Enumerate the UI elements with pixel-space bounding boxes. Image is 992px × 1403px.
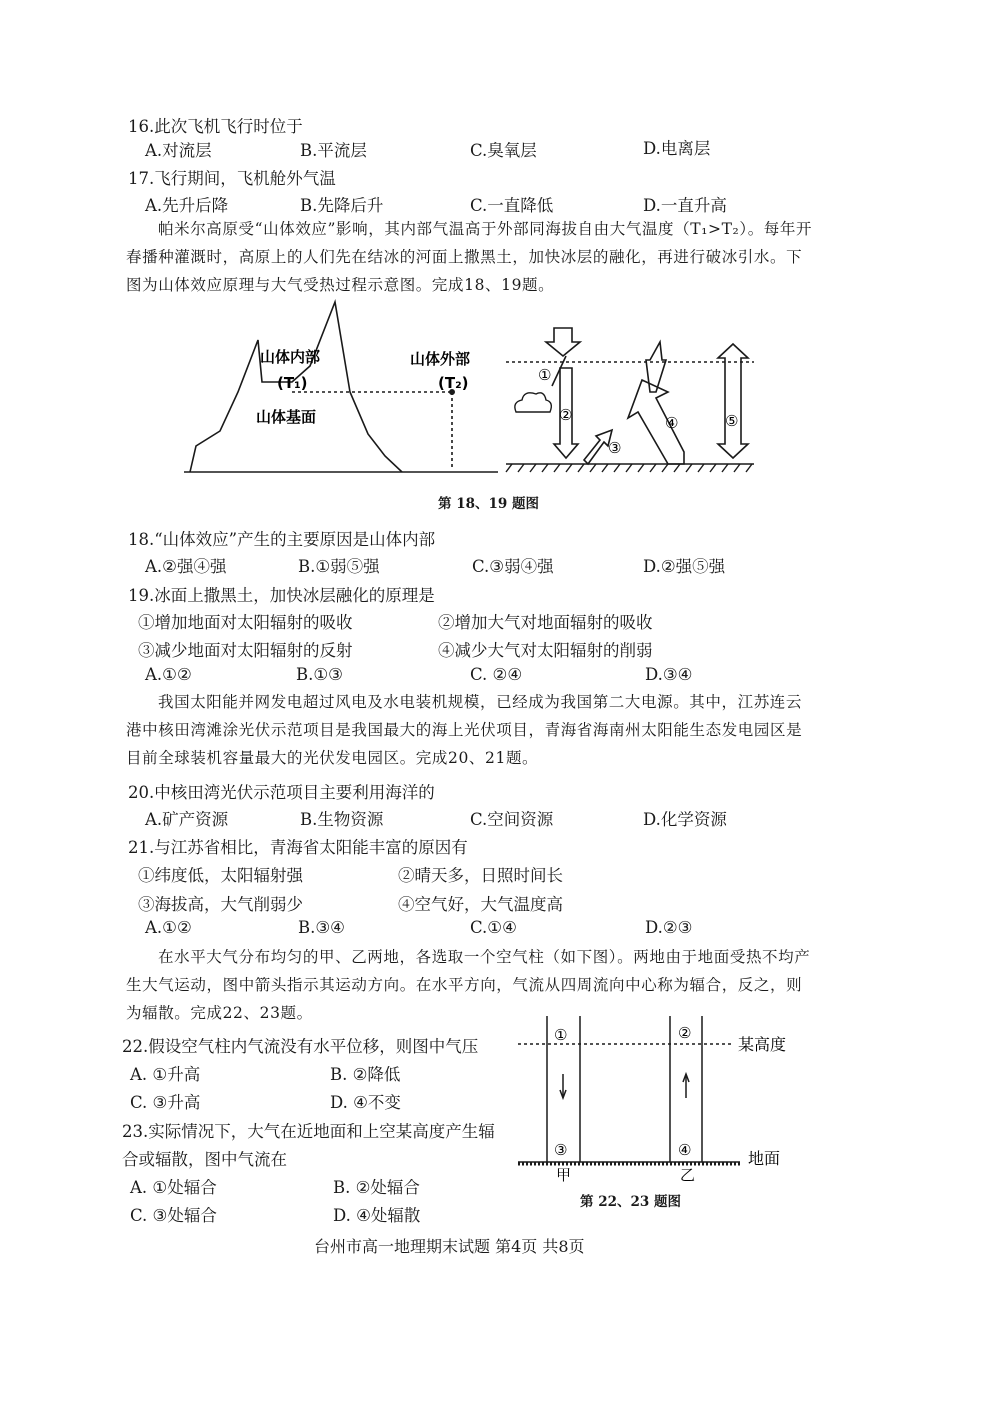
q23-option-b: B. ②处辐合 — [333, 1178, 420, 1197]
q22-stem: 22.假设空气柱内气流没有水平位移，则图中气压 — [122, 1037, 479, 1056]
inner-label: 山体内部 — [260, 348, 321, 366]
q22-option-a: A. ①升高 — [130, 1065, 201, 1084]
q17-option-d: D.一直升高 — [643, 196, 727, 215]
q22-option-d: D. ④不变 — [330, 1093, 401, 1112]
q17-option-b: B.先降后升 — [300, 196, 384, 215]
q18-stem: 18.“山体效应”产生的主要原因是山体内部 — [128, 530, 436, 549]
q23-option-a: A. ①处辐合 — [130, 1178, 217, 1197]
air-column-diagram — [512, 1012, 802, 1184]
q23-option-d: D. ④处辐散 — [333, 1206, 421, 1225]
q16-option-b: B.平流层 — [300, 141, 367, 160]
q23-stem-line1: 23.实际情况下，大气在近地面和上空某高度产生辐 — [122, 1122, 495, 1141]
q19-stem: 19.冰面上撒黑土，加快冰层融化的原理是 — [128, 586, 435, 605]
q20-stem: 20.中核田湾光伏示范项目主要利用海洋的 — [128, 783, 435, 802]
page-footer: 台州市高一地理期末试题 第4页 共8页 — [314, 1237, 585, 1256]
q19-statement-4: ④减少大气对太阳辐射的削弱 — [438, 641, 653, 660]
passage-air-column: 在水平大气分布均匀的甲、乙两地，各选取一个空气柱（如下图）。两地由于地面受热不均产生大气运动，图中箭头指示其运动方向。在水平方向，气流从四周流向中心称为辐合，反之，则为辐散。完成22、23题。 — [126, 948, 811, 1022]
num-3: ③ — [608, 439, 622, 457]
q21-option-c: C.①④ — [470, 918, 517, 937]
q19-option-a: A.①② — [145, 665, 192, 684]
q20-option-c: C.空间资源 — [470, 810, 554, 829]
q21-statement-3: ③海拔高，大气削弱少 — [138, 895, 303, 914]
q21-statement-1: ①纬度低，太阳辐射强 — [138, 866, 303, 885]
q19-option-c: C. ②④ — [470, 665, 523, 684]
passage-solar: 我国太阳能并网发电超过风电及水电装机规模，已经成为我国第二大电源。其中，江苏连云港中核田湾滩涂光伏示范项目是我国最大的海上光伏项目，青海省海南州太阳能生态发电园区是目前全球装机容量最大的光伏发电园区。完成20、21题。 — [126, 693, 803, 767]
q20-option-a: A.矿产资源 — [145, 810, 229, 829]
q21-option-b: B.③④ — [298, 918, 345, 937]
q17-stem: 17.飞行期间，飞机舱外气温 — [128, 169, 336, 188]
outer-label: 山体外部 — [410, 350, 471, 368]
fig2-caption: 第 22、23 题图 — [580, 1194, 681, 1210]
height-label: 某高度 — [738, 1035, 787, 1054]
q21-statement-2: ②晴天多，日照时间长 — [398, 866, 563, 885]
q20-option-d: D.化学资源 — [643, 810, 727, 829]
col-num-2: ② — [678, 1024, 692, 1042]
q19-option-b: B.①③ — [296, 665, 343, 684]
col-num-3: ③ — [554, 1141, 568, 1159]
q16-option-c: C.臭氧层 — [470, 141, 537, 160]
base-label: 山体基面 — [256, 408, 317, 426]
q21-stem: 21.与江苏省相比，青海省太阳能丰富的原因有 — [128, 838, 468, 857]
q18-option-b: B.①弱⑤强 — [298, 557, 380, 576]
q22-option-c: C. ③升高 — [130, 1093, 201, 1112]
q23-option-c: C. ③处辐合 — [130, 1206, 217, 1225]
q22-option-b: B. ②降低 — [330, 1065, 401, 1084]
q16-option-d: D.电离层 — [643, 139, 711, 158]
col-num-1: ① — [554, 1026, 568, 1044]
q21-option-d: D.②③ — [645, 918, 693, 937]
q18-option-d: D.②强⑤强 — [643, 557, 726, 576]
q16-stem: 16.此次飞机飞行时位于 — [128, 117, 303, 136]
q16-option-a: A.对流层 — [145, 141, 212, 160]
ground-label: 地面 — [748, 1149, 781, 1168]
yi-label: 乙 — [680, 1166, 696, 1184]
q17-option-a: A.先升后降 — [145, 196, 229, 215]
jia-label: 甲 — [556, 1166, 572, 1184]
num-1: ① — [538, 366, 552, 384]
q17-option-c: C.一直降低 — [470, 196, 554, 215]
num-2: ② — [559, 406, 573, 424]
t1-label: (T₁) — [277, 374, 308, 392]
q19-statement-1: ①增加地面对太阳辐射的吸收 — [138, 613, 353, 632]
q23-stem-line2: 合或辐散，图中气流在 — [122, 1150, 287, 1169]
passage-mountain-effect: 帕米尔高原受“山体效应”影响，其内部气温高于外部同海拔自由大气温度（T₁>T₂）。每年开春播种灌溉时，高原上的人们先在结冰的河面上撒黑土，加快冰层的融化，再进行破冰引水。下图为山体效应原理与大气受热过程示意图。完成18、19题。 — [126, 220, 813, 294]
q20-option-b: B.生物资源 — [300, 810, 384, 829]
q19-option-d: D.③④ — [645, 665, 693, 684]
num-4: ④ — [665, 414, 679, 432]
mountain-effect-diagram — [180, 296, 780, 486]
q21-statement-4: ④空气好，大气温度高 — [398, 895, 563, 914]
q18-option-c: C.③弱④强 — [472, 557, 554, 576]
t2-label: (T₂) — [438, 374, 469, 392]
q19-statement-2: ②增加大气对地面辐射的吸收 — [438, 613, 653, 632]
q18-option-a: A.②强④强 — [145, 557, 227, 576]
num-5: ⑤ — [725, 412, 739, 430]
q21-option-a: A.①② — [145, 918, 192, 937]
col-num-4: ④ — [678, 1141, 692, 1159]
fig1-caption: 第 18、19 题图 — [438, 496, 539, 512]
q19-statement-3: ③减少地面对太阳辐射的反射 — [138, 641, 353, 660]
